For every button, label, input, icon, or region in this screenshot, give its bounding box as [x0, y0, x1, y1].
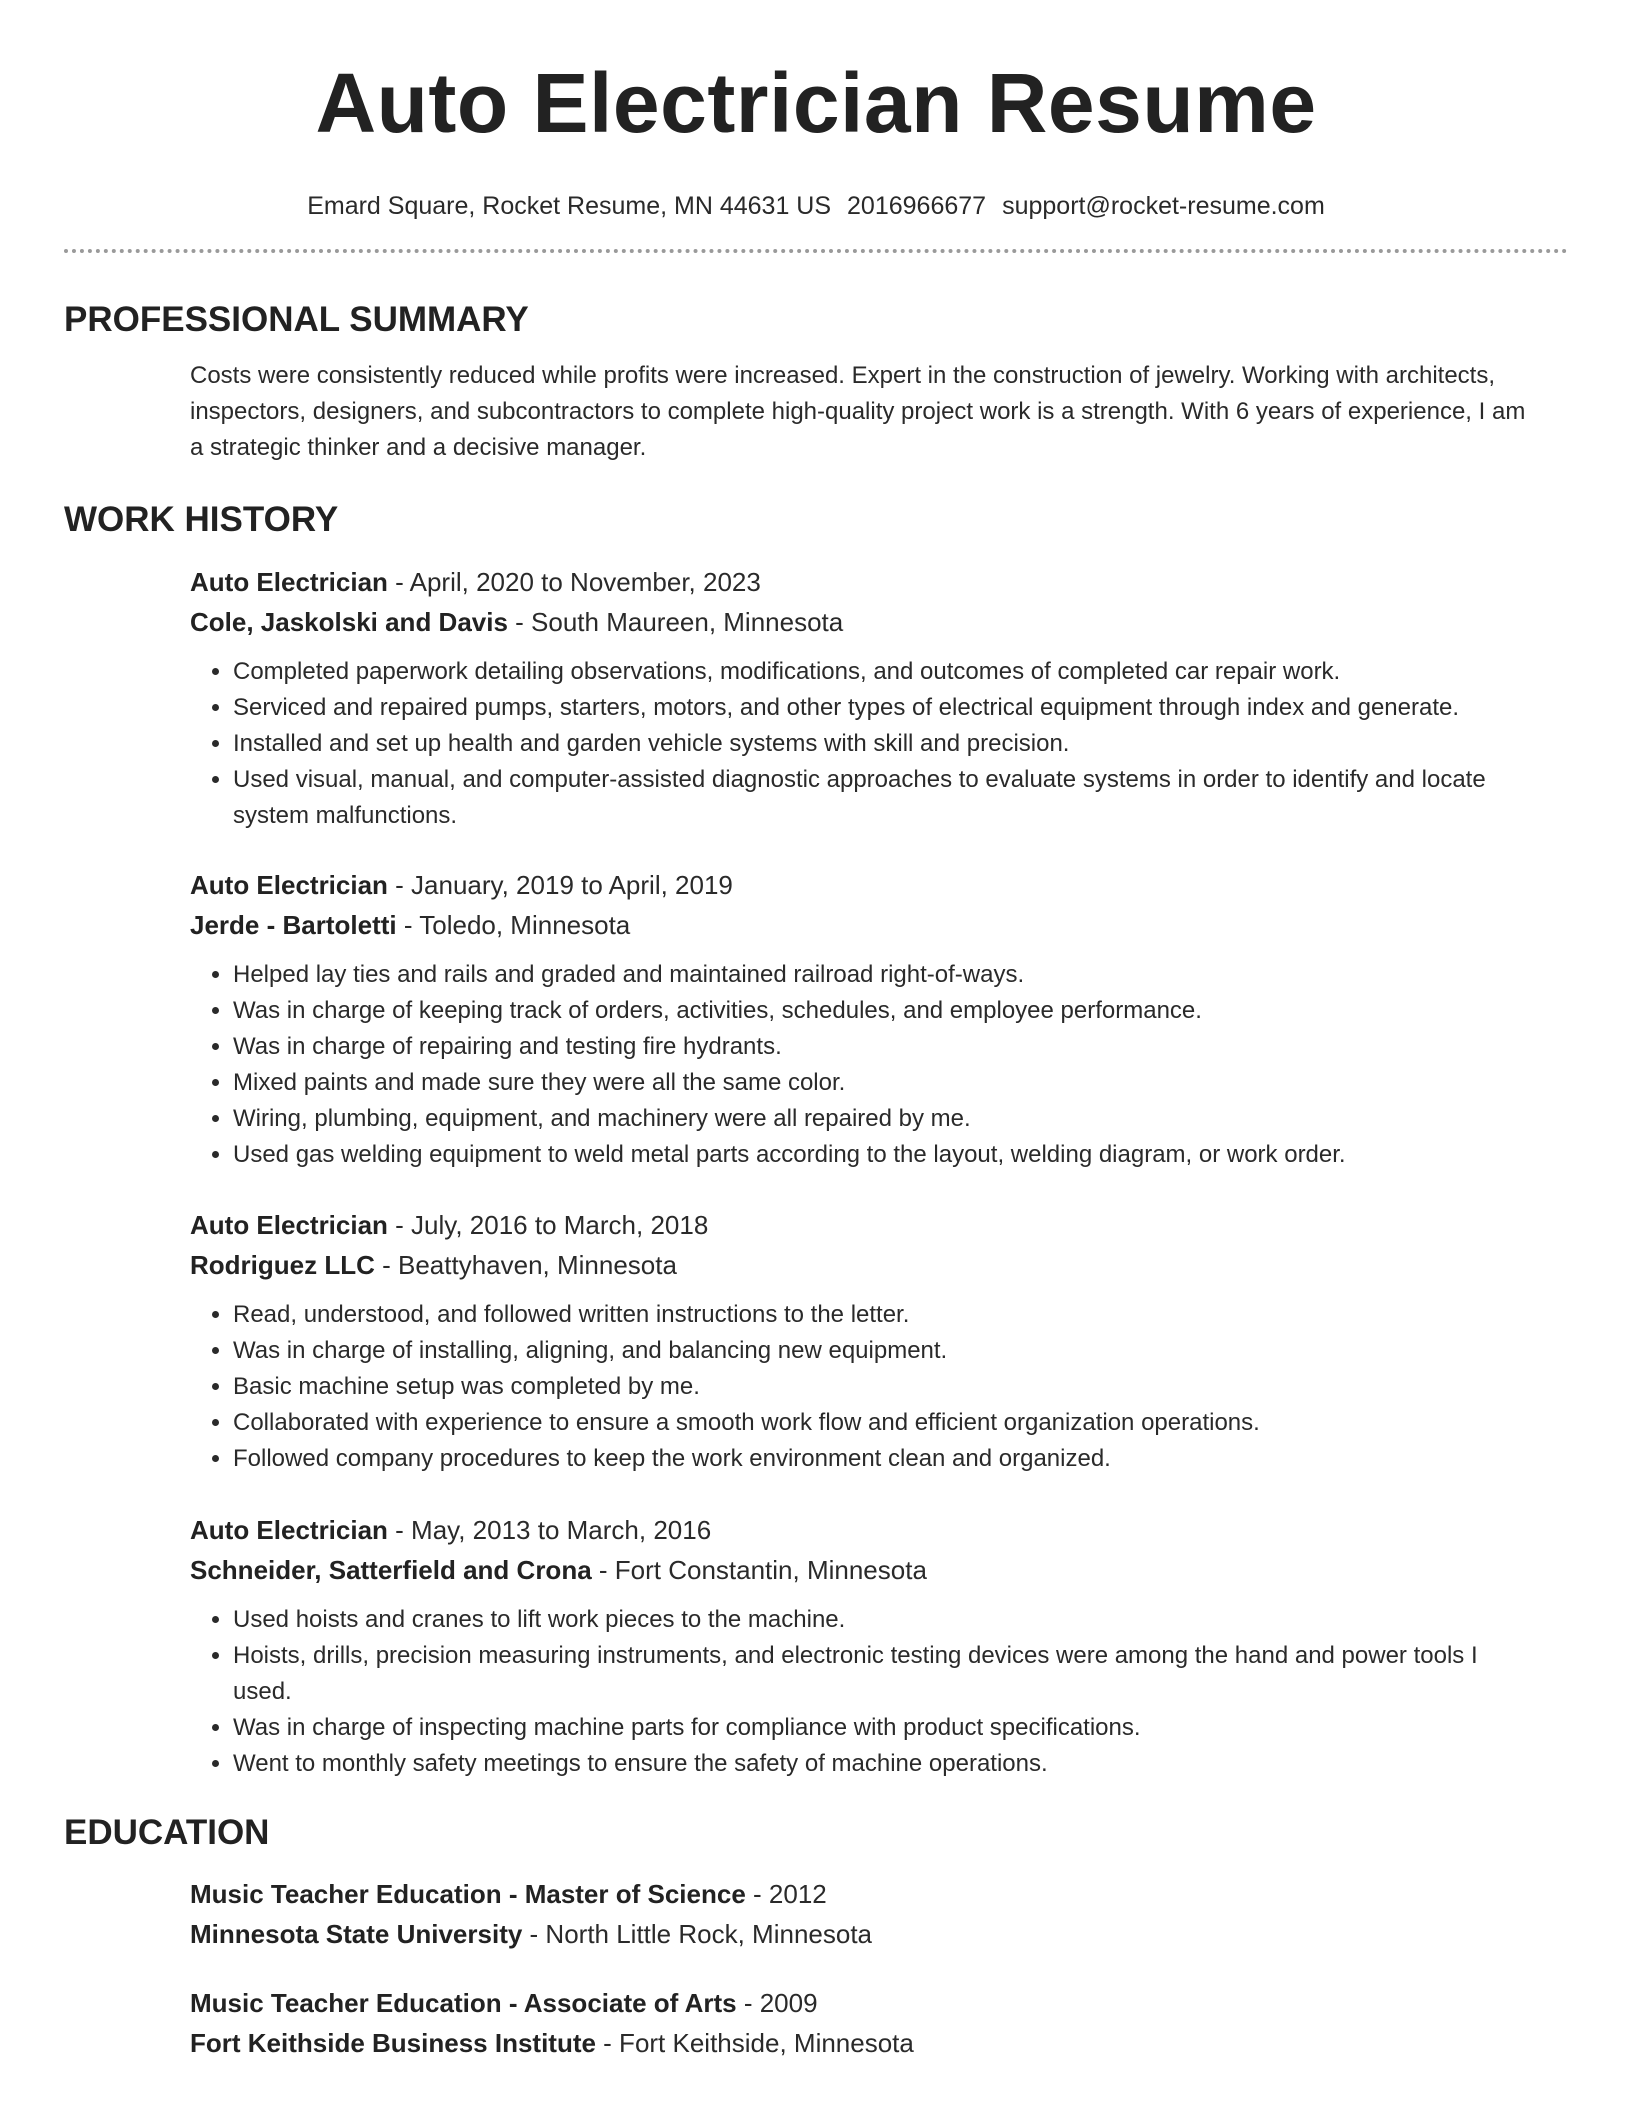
education-school: Minnesota State University	[190, 1919, 523, 1949]
section-title-summary: PROFESSIONAL SUMMARY	[64, 300, 529, 339]
education-location: - Fort Keithside, Minnesota	[595, 2028, 914, 2058]
education-year: - 2009	[736, 1988, 818, 2018]
section-title-education: EDUCATION	[64, 1813, 270, 1852]
list-item: • Installed and set up health and garden vehicle systems with skill and precision.	[233, 726, 1542, 762]
education-year: - 2012	[745, 1879, 827, 1909]
job-location: - Beattyhaven, Minnesota	[374, 1250, 677, 1280]
header-divider	[64, 249, 1568, 253]
job-entry	[64, 865, 1568, 1173]
job-dates: - April, 2020 to November, 2023	[387, 567, 761, 597]
job-entry	[64, 1205, 1568, 1477]
job-company: Jerde - Bartoletti	[190, 910, 397, 940]
job-company-line	[190, 1550, 1542, 1590]
job-bullets	[190, 1297, 1542, 1477]
contact-address: Emard Square, Rocket Resume, MN 44631 US	[307, 192, 832, 220]
job-bullets	[190, 654, 1542, 834]
job-bullets	[190, 957, 1542, 1173]
list-item: • Used gas welding equipment to weld metal parts according to the layout, welding diagram, or work order.	[233, 1137, 1542, 1173]
education-entry	[64, 1874, 1568, 1954]
list-item: • Was in charge of keeping track of orders, activities, schedules, and employee performance.	[233, 993, 1542, 1029]
job-title-line	[190, 1510, 1542, 1550]
job-role: Auto Electrician	[190, 1210, 388, 1240]
job-location: - South Maureen, Minnesota	[507, 607, 844, 637]
list-item: • Helped lay ties and rails and graded and maintained railroad right-of-ways.	[233, 957, 1542, 993]
list-item: • Read, understood, and followed written instructions to the letter.	[233, 1297, 1542, 1333]
list-item: • Completed paperwork detailing observations, modifications, and outcomes of completed car repair work.	[233, 654, 1542, 690]
job-bullets	[190, 1602, 1542, 1782]
list-item: • Hoists, drills, precision measuring instruments, and electronic testing devices were among the hand and power tools I used.	[233, 1638, 1542, 1710]
list-item: • Went to monthly safety meetings to ensure the safety of machine operations.	[233, 1746, 1542, 1782]
list-item: • Collaborated with experience to ensure a smooth work flow and efficient organization operations.	[233, 1405, 1542, 1441]
job-dates: - January, 2019 to April, 2019	[387, 870, 733, 900]
job-role: Auto Electrician	[190, 1515, 388, 1545]
summary-text: Costs were consistently reduced while profits were increased. Expert in the construction of jewelry. Working with architects, inspectors, designers, and subcontractors to complete high-quality project work is a strength. With 6 years of experience, I am a strategic thinker and a decisive manager.	[190, 362, 1526, 461]
education-degree: Music Teacher Education - Associate of Arts	[190, 1988, 737, 2018]
job-role: Auto Electrician	[190, 870, 388, 900]
list-item: • Was in charge of repairing and testing fire hydrants.	[233, 1029, 1542, 1065]
section-title-work-history: WORK HISTORY	[64, 500, 339, 539]
job-company-line	[190, 602, 1542, 642]
education-school: Fort Keithside Business Institute	[190, 2028, 596, 2058]
list-item: • Followed company procedures to keep the work environment clean and organized.	[233, 1441, 1542, 1477]
contact-phone: 2016966677	[847, 192, 987, 220]
job-entry	[64, 562, 1568, 834]
contact-email[interactable]: support@rocket-resume.com	[1002, 192, 1325, 220]
job-company-line	[190, 1245, 1542, 1285]
job-location: - Fort Constantin, Minnesota	[591, 1555, 927, 1585]
list-item: • Mixed paints and made sure they were all the same color.	[233, 1065, 1542, 1101]
job-company: Rodriguez LLC	[190, 1250, 375, 1280]
job-entry	[64, 1510, 1568, 1782]
job-company: Cole, Jaskolski and Davis	[190, 607, 508, 637]
list-item: • Used hoists and cranes to lift work pieces to the machine.	[233, 1602, 1542, 1638]
job-dates: - July, 2016 to March, 2018	[387, 1210, 709, 1240]
resume-title: Auto Electrician Resume	[315, 56, 1317, 150]
list-item: • Serviced and repaired pumps, starters, motors, and other types of electrical equipment through index and generate.	[233, 690, 1542, 726]
list-item: • Basic machine setup was completed by me.	[233, 1369, 1542, 1405]
education-degree: Music Teacher Education - Master of Science	[190, 1879, 746, 1909]
education-school-line	[190, 1914, 1542, 1954]
job-title-line	[190, 865, 1542, 905]
list-item: • Wiring, plumbing, equipment, and machinery were all repaired by me.	[233, 1101, 1542, 1137]
job-location: - Toledo, Minnesota	[396, 910, 631, 940]
job-dates: - May, 2013 to March, 2016	[387, 1515, 712, 1545]
education-section	[64, 1811, 1568, 1855]
education-location: - North Little Rock, Minnesota	[522, 1919, 873, 1949]
education-entry	[64, 1983, 1568, 2063]
education-degree-line	[190, 1983, 1542, 2023]
education-school-line	[190, 2023, 1542, 2063]
list-item: • Was in charge of installing, aligning, and balancing new equipment.	[233, 1333, 1542, 1369]
job-title-line	[190, 562, 1542, 602]
job-company-line	[190, 905, 1542, 945]
job-company: Schneider, Satterfield and Crona	[190, 1555, 592, 1585]
list-item: • Used visual, manual, and computer-assisted diagnostic approaches to evaluate systems in order to identify and locate system malfunctions.	[233, 762, 1542, 834]
work-history-section	[64, 498, 1568, 542]
education-degree-line	[190, 1874, 1542, 1914]
list-item: • Was in charge of inspecting machine parts for compliance with product specifications.	[233, 1710, 1542, 1746]
contact-line	[0, 190, 1632, 222]
resume-header	[0, 0, 1632, 222]
job-role: Auto Electrician	[190, 567, 388, 597]
summary-section	[64, 298, 1568, 466]
job-title-line	[190, 1205, 1542, 1245]
